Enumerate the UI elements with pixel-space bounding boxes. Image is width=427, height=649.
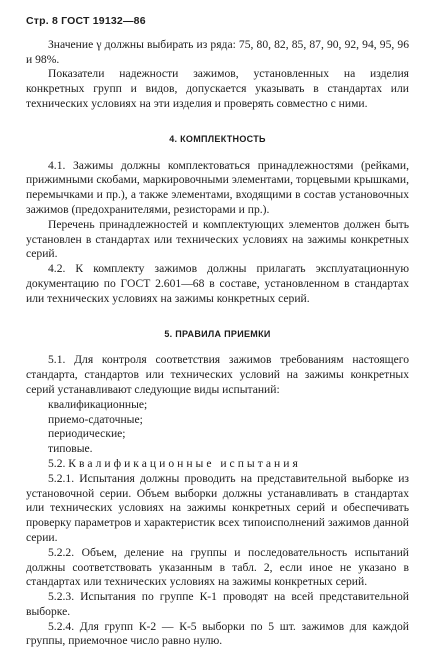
paragraph-gamma-values: Значение γ должны выбирать из ряда: 75, 80, 82, 85, 87, 90, 92, 94, 95, 96 и 98%. (26, 37, 409, 66)
paragraph-5-2-2: 5.2.2. Объем, деление на группы и последовательность испытаний должны соответствовать указанным в табл. 2, если иное не указано в стандартах или технических условиях на зажимы конкретных серий. (26, 545, 409, 589)
page-header: Стр. 8 ГОСТ 19132—86 (26, 15, 146, 27)
heading-5-2-number: 5.2. (48, 456, 66, 470)
list-item-qualification: квалификационные; (48, 397, 148, 411)
paragraph-reliability: Показатели надежности зажимов, установленных на изделия конкретных групп и видов, допускается указывать в стандартах или технических условиях на эти изделия и проверять совместно с ними. (26, 67, 409, 110)
paragraph-5-2-1: 5.2.1. Испытания должны проводить на представительной выборке из установочной серии. Объем выборки должны устанавливать в стандартах или технических условиях на зажимы конкретных серий и обеспечивать проверку параметров и характеристик всех типоисполнений зажимов данной серии. (26, 471, 409, 544)
heading-5-2-title: Квалификационные испытания (68, 456, 301, 470)
list-item-acceptance: приемо-сдаточные; (48, 412, 143, 426)
paragraph-5-1: 5.1. Для контроля соответствия зажимов требованиям настоящего стандарта, стандартов или технических условий на зажимы конкретных серий устанавливают следующие виды испытаний: (26, 353, 409, 396)
paragraph-4-1: 4.1. Зажимы должны комплектоваться принадлежностями (рейками, прижимными скобами, маркировочными элементами, торцевыми крышками, перемычками и пр.), а также элементами, входящими в состав установочных зажимов (предохранителями, резисторами и пр.). (26, 158, 409, 216)
paragraph-4-2: 4.2. К комплекту зажимов должны прилагать эксплуатационную документацию по ГОСТ 2.601—68 в составе, установленном в стандартах или технических условиях на зажимы конкретных серий. (26, 262, 409, 305)
paragraph-accessories-list: Перечень принадлежностей и комплектующих элементов должен быть установлен в стандартах или технических условиях на зажимы конкретных серий. (26, 217, 409, 261)
list-item-periodic: периодические; (48, 427, 126, 441)
paragraph-5-2-4: 5.2.4. Для групп К-2 — К-5 выборки по 5 шт. зажимов для каждой группы, приемочное число равно нулю. (26, 619, 409, 648)
list-item-type: типовые. (48, 442, 93, 456)
section-title-acceptance-rules: 5. ПРАВИЛА ПРИЕМКИ (164, 328, 271, 339)
heading-5-2 (26, 457, 409, 472)
paragraph-5-2-3: 5.2.3. Испытания по группе К-1 проводят на всей представительной выборке. (26, 590, 409, 618)
section-title-completeness: 4. КОМПЛЕКТНОСТЬ (169, 133, 266, 144)
